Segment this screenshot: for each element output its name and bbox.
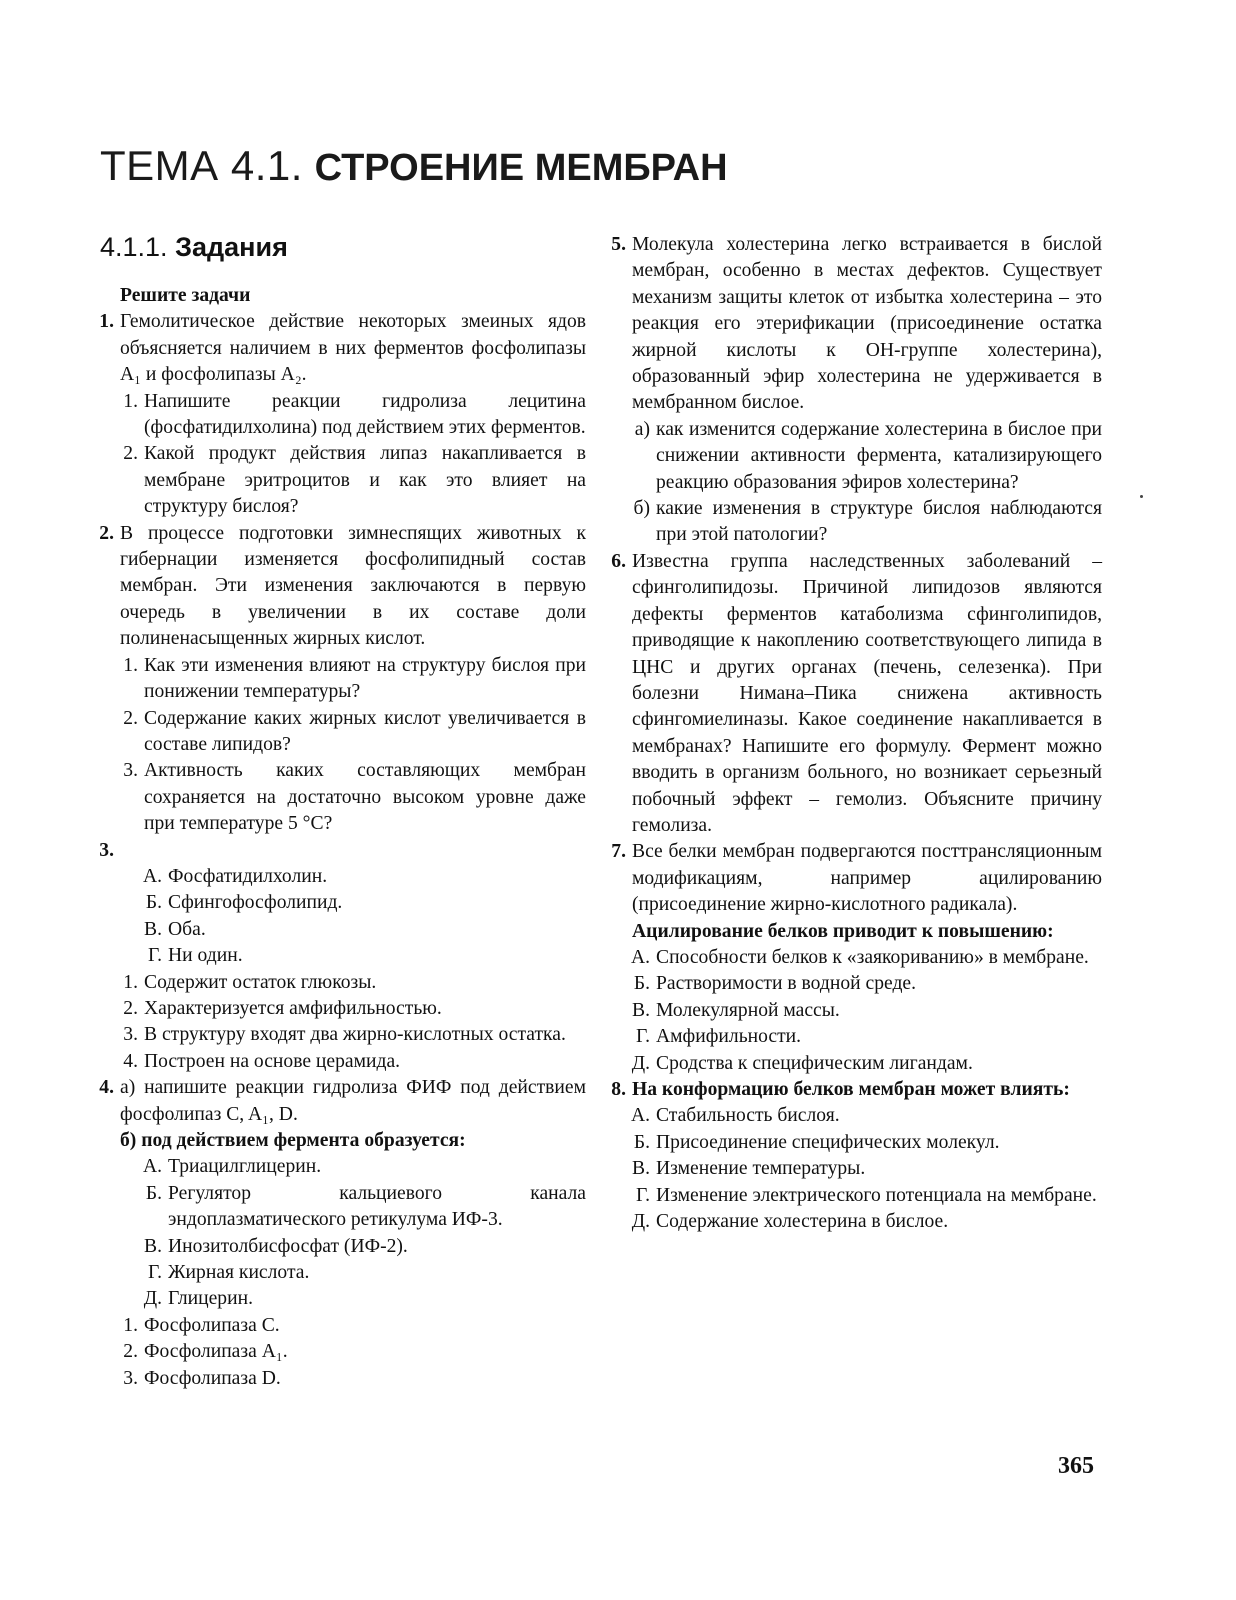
task-4-question: 2. Фосфолипаза A₁. <box>123 1341 288 1363</box>
task-4-question: 1. Фосфолипаза C. <box>123 1314 280 1336</box>
task-8-option: В. Изменение температуры. <box>632 1158 866 1180</box>
task-7 <box>606 839 1102 918</box>
task-number: 1. <box>99 311 114 333</box>
task-4-part-b: б) под действием фермента образуется: <box>120 1130 466 1151</box>
task-number: 7. <box>611 841 626 863</box>
scan-speck <box>1140 495 1143 498</box>
right-column <box>606 232 1102 1235</box>
lead-in: Решите задачи <box>120 285 251 306</box>
task-7-option: Г. Амфифильности. <box>635 1026 802 1048</box>
task-2-question: 3. Активность каких составляющих мембран сохраняется на достаточно высоком уровне даже при температуре 5 °C? <box>123 760 586 835</box>
topic-prefix: ТЕМА 4.1. <box>100 142 303 189</box>
task-part-a: а) напишите реакции гидролиза ФИФ под действием фосфолипаз C, A₁, D. <box>120 1077 586 1125</box>
task-4 <box>94 1075 586 1128</box>
task-8-option: А. Стабильность бислоя. <box>630 1105 840 1127</box>
task-3-question: 2. Характеризуется амфифильностью. <box>123 997 442 1019</box>
task-text: В процессе подготовки зимнеспящих животных к гибернации изменяется фосфолипидный состав мембран. Эти изменения заключаются в первую очередь в увеличении в их составе доли полиненасыщенных жирных кислот. <box>120 522 586 650</box>
task-number: 8. <box>611 1079 626 1100</box>
left-column <box>94 283 586 1392</box>
section-name: Задания <box>175 232 288 262</box>
task-8-option: Г. Изменение электрического потенциала на мембране. <box>635 1184 1097 1206</box>
task-8-option: Б. Присоединение специфических молекул. <box>633 1131 1000 1153</box>
task-number: 3. <box>99 839 114 861</box>
task-4-option: Д. Глицерин. <box>143 1288 253 1310</box>
task-7-option: Д. Сродства к специфическим лигандам. <box>631 1052 973 1074</box>
task-number: 4. <box>99 1077 114 1099</box>
task-3-option: Г. Ни один. <box>147 945 243 967</box>
task-5 <box>606 232 1102 417</box>
section-heading <box>100 230 288 264</box>
task-3-option: В. Оба. <box>144 918 206 940</box>
task-number: 5. <box>611 234 626 255</box>
task-8-option: Д. Содержание холестерина в бислое. <box>631 1211 949 1233</box>
task-text: Все белки мембран подвергаются посттрансляционным модификациям, например ацилированию (присоединение жирно-кислотного радикала). <box>632 841 1102 916</box>
page-number: 365 <box>1058 1453 1094 1479</box>
topic-title <box>100 140 728 194</box>
task-text: Известна группа наследственных заболеваний – сфинголипидозы. Причиной липидозов являются дефекты ферментов катаболизма сфинголипидов, приводящие к накоплению соответствующего липида в ЦНС и других органах (печень, селезенка). При болезни Нимана–Пика снижена активность сфингомиелиназы. Какое соединение накапливается в мембранах? Напишите его формулу. Фермент можно вводить в организм больного, но возникает серьезный побочный эффект – гемолиз. Объясните причину гемолиза. <box>632 550 1102 836</box>
task-1-question: 2. Какой продукт действия липаз накапливается в мембране эритроцитов и как это влияет на структуру бислоя? <box>123 443 586 518</box>
task-2-question: 1. Как эти изменения влияют на структуру бислоя при понижении температуры? <box>123 654 586 703</box>
task-1-question: 1. Напишите реакции гидролиза лецитина (фосфатидилхолина) под действием этих ферментов. <box>123 390 586 439</box>
task-number: 2. <box>99 522 114 544</box>
task-4-question: 3. Фосфолипаза D. <box>123 1367 281 1389</box>
task-6 <box>606 549 1102 839</box>
task-2-question: 2. Содержание каких жирных кислот увеличивается в составе липидов? <box>123 707 586 755</box>
task-3-option: Б. Сфингофосфолипид. <box>145 892 343 914</box>
task-3-question: 1. Содержит остаток глюкозы. <box>123 971 377 993</box>
task-3-question: 3. В структуру входят два жирно-кислотных остатка. <box>123 1024 566 1046</box>
section-number: 4.1.1. <box>100 232 168 262</box>
task-4-option: Б. Регулятор кальциевого канала эндоплазматического ретикулума ИФ-3. <box>145 1182 586 1231</box>
task-4-option: В. Инозитолбисфосфат (ИФ-2). <box>144 1235 408 1257</box>
task-3-option: А. Фосфатидилхолин. <box>142 865 328 887</box>
task-7-option: Б. Растворимости в водной среде. <box>633 973 917 995</box>
task-2 <box>94 521 586 653</box>
task-8 <box>606 1077 1102 1103</box>
task-3 <box>94 838 586 864</box>
task-7-option: В. Молекулярной массы. <box>632 999 840 1021</box>
task-4-option: А. Триацилглицерин. <box>142 1156 322 1178</box>
task-5-question: а) как изменится содержание холестерина в бислое при снижении активности фермента, катализирующего реакцию образования эфиров холестерина? <box>634 418 1102 493</box>
task-text: Молекула холестерина легко встраивается в бислой мембран, особенно в местах дефектов. Существует механизм защиты клеток от избытка холестерина – это реакция его этерификации (присоединение остатка жирной кислоты к OH-группе холестерина), образованный эфир холестерина не удерживается в мембранном бислое. <box>632 234 1102 414</box>
task-lead: На конформацию белков мембран может влиять: <box>632 1079 1070 1100</box>
task-7-lead: Ацилирование белков приводит к повышению: <box>632 920 1054 942</box>
task-text: Гемолитическое действие некоторых змеиных ядов объясняется наличием в них ферментов фосфолипазы A₁ и фосфолипазы A₂. <box>120 311 586 386</box>
task-number: 6. <box>611 550 626 572</box>
task-1 <box>94 309 586 388</box>
task-4-option: Г. Жирная кислота. <box>147 1262 310 1284</box>
task-5-question: б) какие изменения в структуре бислоя наблюдаются при этой патологии? <box>633 498 1102 546</box>
task-7-option: А. Способности белков к «заякориванию» в мембране. <box>630 946 1089 968</box>
topic-name: СТРОЕНИЕ МЕМБРАН <box>314 147 728 189</box>
task-3-question: 4. Построен на основе церамида. <box>123 1050 401 1072</box>
